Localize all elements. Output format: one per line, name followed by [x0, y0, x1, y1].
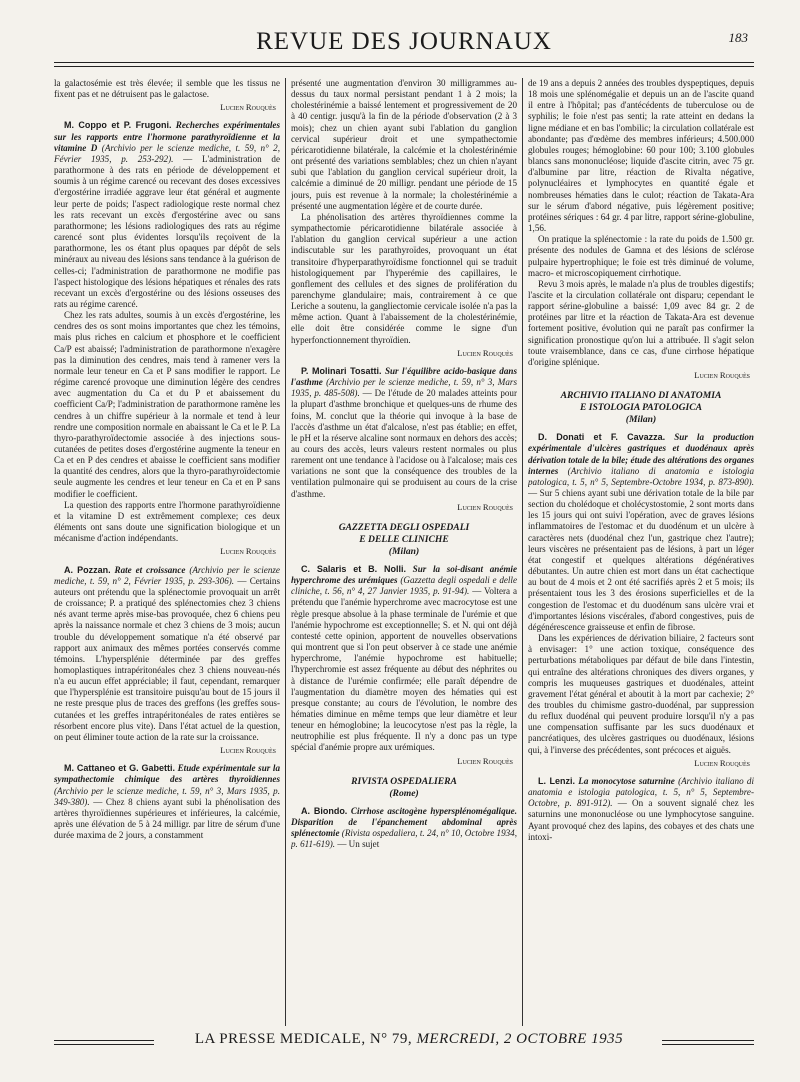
article-text: — Un sujet	[337, 839, 380, 850]
article-text: — Certains auteurs ont prétendu que la splénectomie provoquait un arrêt de croissance; P. a pratiqué des splénectomies chez 3 chiens nés avant terme après mise-bas provoquée, chez 6 chiens peu après la naissance normale et chez 3 chiens de 3 mois; aucun trouble du développement somatique n'a été observé par rapport aux animaux des mêmes portées conservés comme témoins. L'hypersplénie déterminée par des greffes homoplastiques intrapéritonéales chez 3 chiens nouveau-nés n'a eu aucun effet appréciable; il faut, cependant, remarquer que l'hypersplénie est transitoire puisqu'au bout de 15 jours il ne reste presque plus de traces des greffons (les greffes sous-cutanées et les greffes intrapéritonéales de rates entières se résorbent encore plus vite). Dans l'état actuel de la question, on peut éliminer toute action de la rate sur la croissance.	[54, 575, 280, 742]
footer-date: MERCREDI, 2 OCTOBRE 1935	[416, 1031, 624, 1047]
article-authors: C. Salaris et B. Nolli.	[301, 563, 407, 574]
article-authors: M. Cattaneo et G. Gabetti.	[64, 763, 175, 774]
article-title: Rate et croissance	[114, 564, 186, 575]
article-authors: P. Molinari Tosatti.	[301, 365, 382, 376]
article-donati-cavazza	[528, 432, 754, 769]
article-text: On pratique la splénectomie : la rate du poids de 1.500 gr. présente des nodules de Gamna et des lésions de sclérose pulpaire hypertrophique; le foie est très diminué de volume, macro- et microscopiquement cirrhotique.	[528, 234, 754, 278]
column-divider	[285, 78, 286, 1026]
column-right	[528, 78, 754, 1026]
footer-rule-right	[662, 1040, 754, 1045]
journal-columns	[54, 78, 754, 1026]
article-continuation: la galactosémie est très élevée; il semble que les tissus ne fixent pas et ne détruisent pas le galactose.	[54, 78, 280, 100]
column-left	[54, 78, 280, 1026]
article-source: (Archivio per le scienze mediche, t. 59, n° 3, Mars 1935, p. 485-508).	[291, 377, 517, 399]
footer-rule-left	[54, 1040, 154, 1045]
article-source: (Archivio italiano di anatomia e istologia patologica, t. 5, n° 5, Septembre-Octobre, p. 891-912).	[528, 775, 754, 809]
article-coppo-frugoni	[54, 120, 280, 557]
article-text: — On a souvent signalé chez les saturnins une mononucléose ou une lymphocytose sanguine. Ayant provoqué chez des lapins, des cobayes et des chats une intoxi-	[528, 798, 754, 842]
article-text: — Chez 8 chiens ayant subi la phénolisation des artères thyroïdiennes supérieures et inférieures, la calcémie, après une élévation de 5 à 24 milligr. par litre de sérum d'une durée maxima de 2 jours, a constamment	[54, 796, 280, 841]
article-continuation: présenté une augmentation d'environ 30 milligrammes au-dessus du taux normal persistant pendant 1 à 2 mois; la cholestérinémie a baissé lentement et progressivement de 20 à 40 centigr. jusqu'à la fin de la période d'observation (2 à 3 mois); chez un chien ayant subi l'ablation du ganglion cervical supérieur droit et une sympathectomie péricarotidienne bilatérale, la calcémie et la cholestérinémie ont présenté des variations semblables; chez un chien n'ayant subi que l'ablation du ganglion cervical supérieur droit, la calcémie a diminué de 20 milligr. pendant une période de 15 jours, puis est revenue à la normale; la cholestérinémie a présenté une augmentation légère et de courte durée.	[291, 78, 517, 211]
page-header	[54, 20, 754, 60]
article-source: (Rivista ospedaliera, t. 24, n° 10, Octobre 1934, p. 611-619).	[291, 828, 517, 850]
article-salaris-nolli	[291, 564, 517, 767]
article-signature: Lucien Rouquès	[220, 102, 276, 113]
article-biondo	[291, 806, 517, 851]
page-footer	[54, 1030, 754, 1054]
journal-name-line2: E DELLE CLINICHE	[359, 533, 449, 545]
article-pozzan	[54, 565, 280, 757]
article-lenzi	[528, 776, 754, 843]
article-authors: D. Donati et F. Cavazza.	[538, 432, 666, 443]
article-authors: A. Biondo.	[301, 805, 348, 816]
article-authors: M. Coppo et P. Frugoni.	[64, 120, 172, 131]
article-source: (Archivio per le scienze mediche, t. 59, n° 3, Mars 1935, p. 349-380).	[54, 785, 280, 807]
footer-publication: LA PRESSE MEDICALE, N° 79,	[194, 1031, 413, 1047]
article-title: La monocytose saturnine	[578, 775, 675, 786]
journal-city: (Milan)	[625, 414, 657, 426]
article-signature: Lucien Rouquès	[457, 755, 513, 766]
article-text: La phénolisation des artères thyroïdiennes comme la sympathectomie péricarotidienne bilatérale associée à l'ablation du ganglion cervical supérieur a une action indiscutable sur les parathyroïdes, provoquant un état transitoire d'hyperparathyroïdisme fonctionnel qui se traduit histologiquement par l'hyperémie des capillaires, le gonflement des cellules et des signes de prolifération du parenchyme glandulaire; mais, contrairement à ce que Leriche a soutenu, la gangliectomie cervicale isolée n'a pas la même action. Quant à l'abaissement de la cholestérinémie, elle doit être considérée comme le signe d'un hyperfonctionnement thyroïdien.	[291, 211, 517, 345]
journal-heading-archivio	[528, 390, 754, 426]
column-middle	[291, 78, 517, 1026]
article-signature: Lucien Rouquès	[694, 757, 750, 768]
article-authors: L. Lenzi.	[538, 775, 576, 786]
article-title: Etude expérimentale sur la sympathectomie chimique des artères thyroïdiennes	[54, 763, 280, 785]
article-signature: Lucien Rouquès	[220, 745, 276, 756]
article-text: — Sur 5 chiens ayant subi une dérivation totale de la bile par section du cholédoque et cholécystostomie, 2 sont morts dans les 15 jours qui ont suivi l'opération, avec de graves lésions inflammatoires de l'estomac et du duodénum et un ulcère à caractères nets (duodénal chez l'un, gastrique chez l'autre); leurs viscères ne présentaient pas de lésions, à part un léger état congestif et quelques altérations dégénératives débutantes. Un autre chien est mort dans un état cachectique au bout de 4 mois et 2 ont été sacrifiés après 2 et 5 mois; ils présentaient tous les 3 des érosions superficielles et de la congestion de l'estomac et du duodénum sans ulcère vrai et d'importantes lésions viscérales, d'abord congestives, puis de dégénérescence graisseuse et enfin de fibrose.	[528, 488, 754, 632]
article-title: Cirrhose ascitogène hypersplénomégalique. Disparition de l'épanchement abdominal après splénectomie	[291, 805, 517, 839]
article-text: — Voltera a prétendu que l'anémie hyperchrome avec macrocytose est une règle presque absolue à la phase terminale de l'urémie et que l'anémie hypochrome est exceptionnelle; S. et N. qui ont déjà contesté cette opinion, apportent de nouvelles observations qui montrent que si l'on peut observer à ce stade une anémie hyperchrome, l'anémie hypochrome est habituelle; l'hyperchromie est assez fréquente au début des néphrites ou à distance de l'urémie confirmée; elle paraît dépendre de l'augmentation du diamètre moyen des hématies qui est presque constante; au cours de l'évolution, le nombre des hématies diminue en même temps que leur diamètre et leur teneur en hémoglobine; la leucocytose n'est pas la règle, la neutrophilie est plus fréquente. Il n'y a donc pas un type spécial d'anémie propre aux urémiques.	[291, 586, 517, 753]
journal-heading-gazzetta	[291, 522, 517, 558]
running-title: REVUE DES JOURNAUX	[256, 28, 552, 55]
page-number: 183	[728, 30, 748, 45]
journal-city: (Rome)	[389, 787, 419, 799]
article-text: Dans les expériences de dérivation biliaire, 2 facteurs sont à envisager: 1° une action toxique, conséquence des perturbations métaboliques par défaut de bile dans l'intestin, qui entraîne des altérations chroniques des divers organes, y compris les muqueuses gastriques et duodénales, atteint gravement l'état général et aboutit à la mort par cachexie; 2° des troubles du chimisme gastro-duodénal, par suppression du reflux duodénal qui peuvent produire lorsqu'il n'y a pas une compensation suffisante par les sucs duodénaux et pancréatiques, des ulcères gastriques ou duodénaux, lésions qui, à l'inverse des précédentes, sont précoces et aiguës.	[528, 633, 754, 755]
article-source: (Archivio italiano di anatomia e istologia patologica, t. 5, n° 5, Septembre-Octobre 1934, p. 873-890).	[528, 465, 754, 487]
article-text: — De l'étude de 20 malades atteints pour la plupart d'asthme bronchique et quelques-uns de rhume des foins, M. conclut que la théorie qui invoque à la base de l'accès d'asthme un état d'alcalose, n'est pas établie; en effet, le pH et la réserve alcaline sont normaux en dehors des accès; au cours des accès, leurs valeurs restent normales ou plus rarement ont une tendance à l'acidose ou à l'alcalose; mais ces variations ne sont que la conséquence des troubles de la ventilation pulmonaire qui se produisent au cours de la crise d'asthme.	[291, 388, 517, 499]
journal-heading-rivista	[291, 776, 517, 800]
article-authors: A. Pozzan.	[64, 564, 111, 575]
article-source: (Gazzetta degli ospedali e delle cliniche, t. 56, n° 4, 27 Janvier 1935, p. 91-94).	[291, 575, 517, 597]
article-text: Revu 3 mois après, le malade n'a plus de troubles digestifs; l'ascite et la circulation collatérale ont disparu; cependant le rapport sérine-globuline a baissé: 1,09 avec 84 gr. 2 de protéines par litre et la réaction de Takata-Ara est devenue fortement positive, évolution qui ne paraît pas confirmer la signification pronostique qu'on lui a attribuée. Il s'agit selon toute vraisemblance, dans ce cas, d'une cirrhose hépatique d'origine splénique.	[528, 278, 754, 367]
article-source: (Archivio per le scienze mediche, t. 59, n° 2, Février 1935, p. 293-306).	[54, 564, 280, 586]
article-text: — L'administration de parathormone à des rats en période de développement et soumis à un régime carencé ou recevant des doses excessives d'ergostérine irradiée aggrave leur état général et augmente leur perte de poids; l'aspect radiologique reste normal chez les rats recevant un excès d'ergostérine avec ou sans parathormone; les lésions radiologiques des rats au régime carencé sont plus évidentes lorsqu'ils reçoivent de la parathormone, les os étant plus opaques par dépôt de sels minéraux au niveau des lésions sans tendance à la guérison de celles-ci; l'administration de parathormone ne modifie pas l'aspect histologique des lésions hépatiques et rénales des rats recevant un excès d'ergostérine ou des lésions osseuses des rats au régime carencé.	[54, 153, 280, 309]
article-molinari-tosatti	[291, 366, 517, 513]
article-title: Recherches expérimentales sur les rapports entre l'hormone parathyroïdienne et la vitamine D	[54, 120, 280, 153]
journal-name: ARCHIVIO ITALIANO DI ANATOMIA	[560, 390, 722, 402]
journal-name: GAZZETTA DEGLI OSPEDALI	[338, 521, 470, 533]
article-signature: Lucien Rouquès	[220, 546, 276, 557]
journal-city: (Milan)	[388, 545, 420, 557]
article-title: Sur la production expérimentale d'ulcères gastriques et duodénaux après dérivation totale de la bile; étude des altérations des organes internes	[528, 432, 754, 476]
article-source: (Archivio per le scienze mediche, t. 59, n° 2, Février 1935, p. 253-292).	[54, 142, 280, 164]
column-divider	[522, 78, 523, 1026]
article-signature: Lucien Rouquès	[457, 501, 513, 512]
article-signature: Lucien Rouquès	[457, 347, 513, 358]
article-title: Sur la soi-disant anémie hyperchrome des urémiques	[291, 563, 517, 586]
article-text: Chez les rats adultes, soumis à un excès d'ergostérine, les cendres des os sont moins importantes que chez les témoins, mais plus riches en calcium et phosphore et le coefficient Ca/P est abaissé; l'administration de parathormone n'exagère pas la diminution des cendres, mais tend à ramener vers la normale leur teneur en Ca et P sans modifier le rapport. Le régime carencé provoque une diminution légère des cendres avec augmentation du Ca et du P et abaissement du coefficient Ca/P; l'administration de parathormone ramène les cendres à un chiffre supérieur à la normale et tend à leur rendre une composition normale en abaissant le Ca et le P. La thyro-parathyroïdectomie associée à des injections sous-cutanées de petites doses d'ergostérine augmente la teneur en Ca et en P des cendres et abaisse le coefficient sans modifier la quantité des cendres, alors que la thyro-parathyroïdectomie seule augmente les cendres et leur teneur en Ca et en P sans modifier le coefficient.	[54, 310, 280, 499]
article-signature: Lucien Rouquès	[694, 370, 750, 381]
article-text: La question des rapports entre l'hormone parathyroïdienne et la vitamine D est extrêmement complexe; ces deux éléments ont sans doute une signification biologique et un mécanisme d'action indépendants.	[54, 499, 280, 544]
journal-name-line2: E ISTOLOGIA PATOLOGICA	[579, 402, 703, 414]
article-title: Sur l'équilibre acido-basique dans l'asthme	[291, 365, 517, 388]
article-continuation: de 19 ans a depuis 2 années des troubles dyspeptiques, depuis 18 mois une splénomégalie et depuis un an de l'ascite quand il entre à l'hôpital; pas d'antécédents de tuberculose ou de syphilis; le foie n'est pas senti; la rate atteint en dedans la ligne médiane et en bas l'ombilic; la circulation collatérale est abondante; pas d'œdème des membres inférieurs; 4.500.000 globules rouges; hémoglobine: 60 pour 100; 3.100 globules blancs sans mononucléose; liquide d'ascite citrin, avec 75 gr. d'albumine par litre, réaction de Rivalta négative, polynucléaires et lymphocytes en quantité égale et nombreuses hématies dans le culot; réaction de Takata-Ara sur le sérum d'abord négative, puis légèrement positive; protéines sériques : 64 gr. 4 par litre, rapport sérine-globuline, 1,56.	[528, 78, 754, 234]
article-cattaneo-gabetti	[54, 763, 280, 841]
journal-name: RIVISTA OSPEDALIERA	[351, 775, 457, 787]
footer-text	[164, 1031, 654, 1048]
header-rule	[54, 62, 754, 67]
